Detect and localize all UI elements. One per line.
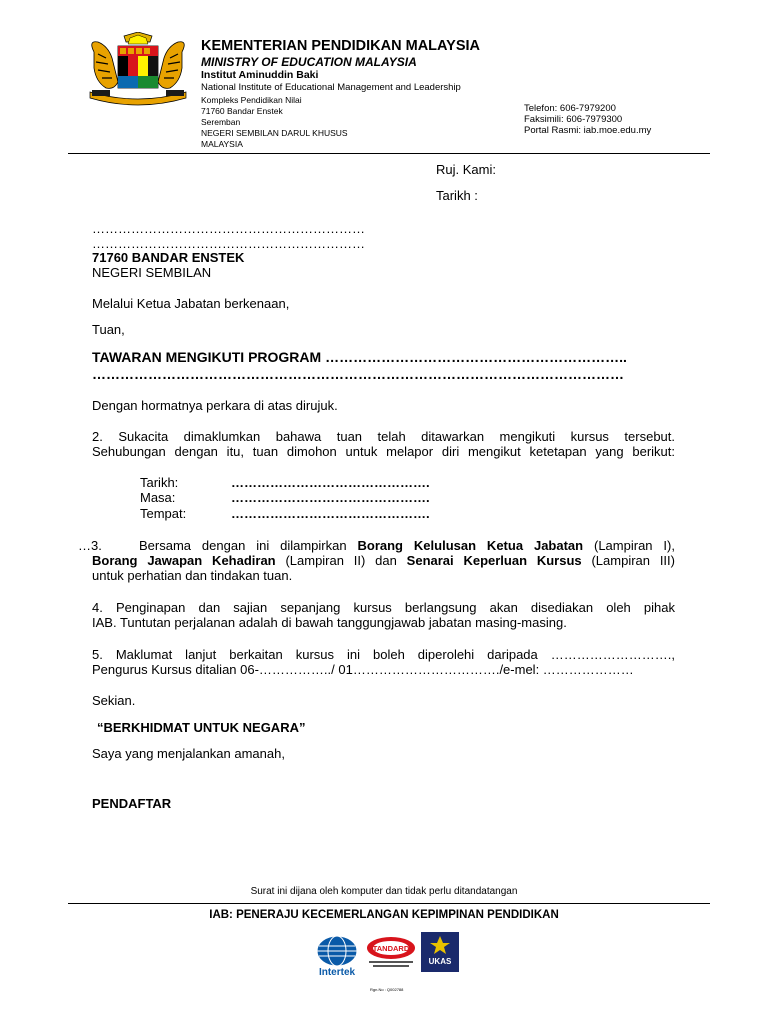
address-line-4: NEGERI SEMBILAN DARUL KHUSUS (201, 128, 348, 138)
date-label: Tarikh : (436, 188, 478, 203)
paragraph-5-line-1: 5. Maklumat lanjut berkaitan kursus ini boleh diperolehi daripada ………………………., (92, 647, 675, 662)
standards-label: STANDARDS (367, 944, 415, 953)
via-line: Melalui Ketua Jabatan berkenaan, (92, 296, 290, 311)
paragraph-5-line-2: Pengurus Kursus ditalian 06-……………../ 01……………………………./e-mel: ………………… (92, 662, 634, 677)
registration-prefix: Rgn.No (370, 987, 384, 992)
ukas-label: UKAS (428, 957, 452, 966)
registration-number: Rgn.No : Q002788 (370, 987, 404, 992)
intertek-label: Intertek (318, 967, 356, 978)
paragraph-3-line-1 (92, 538, 675, 553)
recipient-state: NEGERI SEMBILAN (92, 265, 212, 280)
paragraph-3-text-3: (Lampiran II) dan (275, 553, 407, 568)
paragraph-2 (92, 429, 675, 459)
certificate-number: Q002788 (386, 987, 404, 992)
attachment-1-name: Borang Kelulusan Ketua Jabatan (357, 538, 584, 553)
fax-number: Faksimili: 606-7979300 (524, 114, 623, 125)
address-line-3: Seremban (201, 117, 241, 127)
detail-time-label: Masa: (140, 490, 176, 505)
address-line-5: MALAYSIA (201, 139, 243, 149)
paragraph-3 (92, 538, 675, 583)
recipient-name-line: ……………………………………………………… (92, 221, 365, 236)
detail-place-label: Tempat: (140, 506, 187, 521)
paragraph-3-text-2: (Lampiran I), (583, 538, 675, 553)
paragraph-3-line-3: untuk perhatian dan tindakan tuan. (92, 568, 293, 583)
institute-name-english: National Institute of Educational Management and Leadership (201, 82, 461, 93)
intertek-globe-logo (313, 934, 361, 978)
subject-line-1: TAWARAN MENGIKUTI PROGRAM ……………………………………………………….. (92, 349, 627, 365)
ministry-name-malay: KEMENTERIAN PENDIDIKAN MALAYSIA (201, 38, 481, 54)
salutation: Tuan, (92, 322, 125, 337)
closing: Sekian. (92, 693, 136, 708)
detail-date-value: ………………………………………. (231, 475, 430, 490)
paragraph-3-text-4: (Lampiran III) (581, 553, 675, 568)
slogan: “BERKHIDMAT UNTUK NEGARA” (97, 720, 306, 735)
paragraph-4-line-2: IAB. Tuntutan perjalanan adalah di bawah tanggungjawab jabatan masing-masing. (92, 615, 567, 630)
paragraph-3-text-1: Bersama dengan ini dilampirkan (139, 538, 358, 553)
recipient-address-line: ……………………………………………………… (92, 236, 365, 251)
standards-malaysia-logo (365, 935, 417, 971)
attachment-2-name: Borang Jawapan Kehadiran (92, 553, 276, 568)
address-line-2: 71760 Bandar Enstek (201, 106, 283, 116)
trust-line: Saya yang menjalankan amanah, (92, 746, 285, 761)
paragraph-5 (92, 647, 675, 677)
subject-line-2: …………………………………………………………………………………………………… (92, 366, 624, 382)
signatory-title: PENDAFTAR (92, 796, 172, 811)
detail-place-value: ………………………………………. (231, 506, 430, 521)
paragraph-4-line-1: 4. Penginapan dan sajian sepanjang kursus berlangsung akan disediakan oleh pihak (92, 600, 675, 615)
detail-time-value: ………………………………………. (231, 490, 430, 505)
phone-number: Telefon: 606-7979200 (524, 103, 616, 114)
reference-label: Ruj. Kami: (436, 162, 496, 177)
computer-generated-note: Surat ini dijana oleh komputer dan tidak perlu ditandatangan (250, 886, 518, 897)
paragraph-3-number: …3. (78, 538, 102, 553)
paragraph-2-line-2: Sehubungan dengan itu, tuan dimohon untuk melapor diri mengikut ketetapan yang berikut: (92, 444, 675, 459)
ministry-name-english: MINISTRY OF EDUCATION MALAYSIA (201, 55, 417, 69)
recipient-postcode: 71760 BANDAR ENSTEK (92, 250, 245, 265)
institute-name: Institut Aminuddin Baki (201, 69, 319, 81)
intro-paragraph: Dengan hormatnya perkara di atas dirujuk. (92, 398, 338, 413)
address-line-1: Kompleks Pendidikan Nilai (201, 95, 302, 105)
paragraph-3-line-2 (92, 553, 675, 568)
footer-motto: IAB: PENERAJU KECEMERLANGAN KEPIMPINAN PENDIDIKAN (209, 909, 559, 921)
detail-date-label: Tarikh: (140, 475, 179, 490)
ukas-logo (421, 932, 459, 976)
footer-divider (68, 903, 710, 904)
paragraph-2-line-1: 2. Sukacita dimaklumkan bahawa tuan telah ditawarkan mengikuti kursus tersebut. (92, 429, 675, 444)
portal-url: Portal Rasmi: iab.moe.edu.my (524, 125, 652, 136)
header-divider (68, 153, 710, 154)
paragraph-4 (92, 600, 675, 630)
attachment-3-name: Senarai Keperluan Kursus (406, 553, 582, 568)
coat-of-arms-logo (84, 32, 192, 108)
